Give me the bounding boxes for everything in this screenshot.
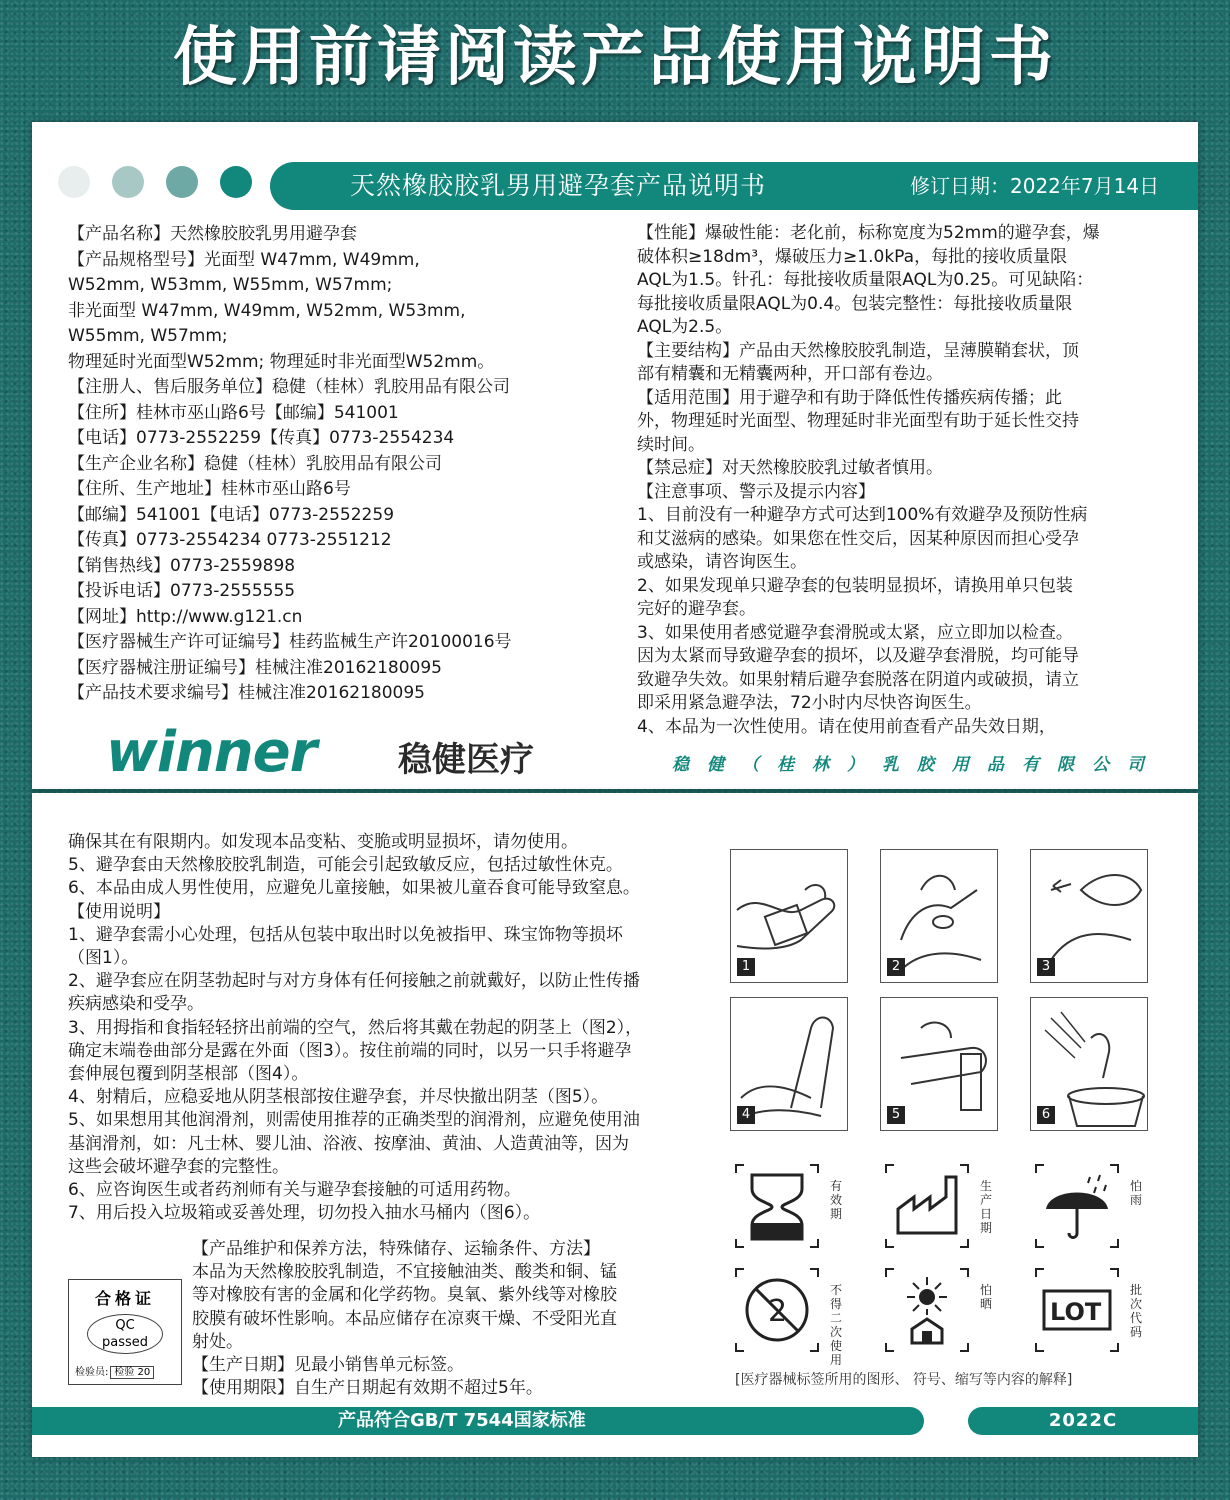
logo-wordmark: winner — [106, 720, 317, 785]
dot-4 — [220, 166, 252, 198]
lot-icon — [1034, 1267, 1120, 1353]
info-line: 【医疗器械生产许可证编号】桂药监械生产许20100016号 — [68, 632, 512, 652]
spec-line: 或感染，请咨询医生。 — [637, 552, 807, 572]
dot-3 — [166, 166, 198, 198]
symbol-mfg-date-label: 生产日期 — [980, 1179, 993, 1235]
header-bar — [270, 162, 1198, 210]
spec-line: 【性能】爆破性能：老化前，标称宽度为52mm的避孕套，爆 — [637, 223, 1100, 243]
dot-1 — [58, 166, 90, 198]
maintenance-line: 等对橡胶有害的金属和化学药物。臭氧、紫外线等对橡胶 — [192, 1285, 617, 1306]
info-line: 【产品技术要求编号】桂械注准20162180095 — [68, 683, 425, 703]
instruction-line: 3、用拇指和食指轻轻挤出前端的空气，然后将其戴在勃起的阴茎上（图2）， — [68, 1017, 643, 1038]
figure-5 — [880, 997, 998, 1131]
instruction-line: 2、避孕套应在阴茎勃起时与对方身体有任何接触之前就戴好，以防止性传播 — [68, 971, 640, 992]
instructions-column — [68, 831, 728, 1225]
instruction-line: 4、射精后，应稳妥地从阴茎根部按住避孕套，并尽快撤出阴茎（图5）。 — [68, 1087, 609, 1108]
spec-line: 4、本品为一次性使用。请在使用前查看产品失效日期， — [637, 716, 1056, 737]
qc-inspector-value: 检验 20 — [110, 1366, 154, 1379]
qc-stamp-bottom: passed — [101, 1335, 148, 1350]
qc-stamp — [87, 1314, 163, 1354]
factory-icon — [884, 1163, 970, 1249]
sun-shade-icon — [884, 1267, 970, 1353]
info-line: 【网址】http://www.g121.cn — [68, 606, 303, 627]
qc-inspector — [75, 1363, 154, 1378]
info-line: 【产品规格型号】光面型 W47mm, W49mm, — [68, 249, 420, 270]
instruction-line: 确定末端卷曲部分是露在外面（图3）。按住前端的同时，以另一只手将避孕 — [68, 1040, 632, 1061]
maintenance-line: 胶膜有破坏性影响。本品应储存在凉爽干燥、不受阳光直 — [192, 1308, 617, 1329]
symbols-caption: [医疗器械标签所用的图形、 符号、缩写等内容的解释] — [735, 1372, 1073, 1388]
instruction-line: 6、应咨询医生或者药剂师有关与避孕套接触的可适用药物。 — [68, 1180, 521, 1201]
spec-line: AQL为1.5。针孔：每批接收质量限AQL为0.25。可见缺陷： — [637, 270, 1094, 290]
info-line: W55mm, W57mm; — [68, 326, 228, 346]
symbol-keep-sun — [884, 1267, 1002, 1357]
info-line: 【电话】0773-2552259【传真】0773-2554234 — [68, 428, 455, 448]
figure-4 — [730, 997, 848, 1131]
instruction-line: 1、避孕套需小心处理，包括从包装中取出时以免被指甲、珠宝饰物等损坏 — [68, 924, 623, 945]
instruction-line: 【使用说明】 — [68, 901, 170, 922]
info-line: 【投诉电话】0773-2555555 — [68, 581, 296, 601]
symbol-keep-dry — [1034, 1163, 1152, 1253]
symbol-expiry-label: 有效期 — [830, 1179, 843, 1221]
spec-line: 【适用范围】用于避孕和有助于降低性传播疾病传播；此 — [637, 387, 1062, 408]
revision-date: 修订日期：2022年7月14日 — [910, 174, 1160, 198]
spec-line: 即采用紧急避孕法，72小时内尽快咨询医生。 — [637, 693, 982, 713]
qc-inspector-label: 检验员: — [75, 1367, 109, 1378]
spec-line: 和艾滋病的感染。如果您在性交后，因某种原因而担心受孕 — [637, 528, 1079, 549]
info-line: 【销售热线】0773-2559898 — [68, 555, 296, 576]
instruction-line: 确保其在有限期内。如发现本品变粘、变脆或明显损坏，请勿使用。 — [68, 832, 578, 852]
spec-line: 因为太紧而导致避孕套的损坏，以及避孕套滑脱，均可能导 — [637, 646, 1079, 666]
spec-line: 部有精囊和无精囊两种，开口部有卷边。 — [637, 364, 943, 384]
info-line: 【邮编】541001【电话】0773-2552259 — [68, 504, 395, 525]
instruction-line: 6、本品由成人男性使用，应避免儿童接触，如果被儿童吞食可能导致窒息。 — [68, 878, 640, 899]
spec-line: 每批接收质量限AQL为0.4。包装完整性：每批接收质量限 — [637, 293, 1073, 314]
right-info-column — [637, 222, 1177, 739]
left-info-column — [68, 222, 628, 707]
qc-title: 合格证 — [94, 1289, 155, 1308]
instruction-line: （图1）。 — [68, 948, 139, 969]
maintenance-line: 【产品维护和保养方法，特殊储存、运输条件、方法】 — [192, 1239, 600, 1259]
symbol-expiry — [734, 1163, 852, 1253]
spec-line: 【注意事项、警示及提示内容】 — [637, 481, 875, 502]
info-line: 【生产企业名称】稳健（桂林）乳胶用品有限公司 — [68, 453, 442, 474]
spec-line: 【主要结构】产品由天然橡胶胶乳制造，呈薄膜鞘套状，顶 — [637, 340, 1079, 361]
maintenance-line: 射处。 — [192, 1331, 243, 1352]
maintenance-line: 本品为天然橡胶胶乳制造，不宜接触油类、酸类和铜、锰 — [192, 1262, 617, 1283]
maintenance-line: 【使用期限】自生产日期起有效期不超过5年。 — [192, 1378, 543, 1399]
batch-code-bar: 2022C — [968, 1407, 1198, 1435]
info-line: 【传真】0773-2554234 0773-2551212 — [68, 530, 392, 550]
symbol-lot-label: 批次代码 — [1130, 1283, 1143, 1339]
manual-top-panel — [32, 122, 1198, 789]
umbrella-icon — [1034, 1163, 1120, 1249]
figure-number: 6 — [1037, 1106, 1055, 1124]
info-line: 物理延时光面型W52mm; 物理延时非光面型W52mm。 — [68, 351, 495, 372]
spec-line: AQL为2.5。 — [637, 317, 733, 337]
instruction-line: 5、如果想用其他润滑剂，则需使用推荐的正确类型的润滑剂，应避免使用油 — [68, 1110, 640, 1131]
symbol-no-reuse-label: 不得二次使用 — [830, 1283, 843, 1367]
manual-bottom-panel — [32, 793, 1198, 1457]
instruction-line: 基润滑剂，如：凡士林、婴儿油、浴液、按摩油、黄油、人造黄油等，因为 — [68, 1133, 629, 1154]
no-reuse-icon — [734, 1267, 820, 1353]
qc-stamp-top: QC — [115, 1318, 135, 1333]
figure-number: 3 — [1037, 958, 1055, 976]
spec-line: 破体积≥18dm³，爆破压力≥1.0kPa，每批的接收质量限 — [637, 246, 1068, 267]
lot-symbol-text: LOT — [1050, 1298, 1102, 1326]
hourglass-icon — [734, 1163, 820, 1249]
spec-line: 续时间。 — [637, 434, 705, 455]
symbol-lot — [1034, 1267, 1152, 1357]
instruction-line: 5、避孕套由天然橡胶胶乳制造，可能会引起致敏反应，包括过敏性休克。 — [68, 855, 623, 876]
info-line: 【产品名称】天然橡胶胶乳男用避孕套 — [68, 224, 357, 244]
instruction-line: 7、用后投入垃圾箱或妥善处理，切勿投入抽水马桶内（图6）。 — [68, 1203, 541, 1224]
maintenance-column — [192, 1238, 722, 1400]
figure-3 — [1030, 849, 1148, 983]
banner-title: 使用前请阅读产品使用说明书 — [173, 21, 1057, 95]
symbol-mfg-date — [884, 1163, 1002, 1253]
figure-number: 4 — [737, 1106, 755, 1124]
winner-logo — [106, 720, 534, 785]
symbol-keep-dry-label: 怕雨 — [1130, 1179, 1143, 1207]
spec-line: 【禁忌症】对天然橡胶胶乳过敏者慎用。 — [637, 458, 943, 478]
figure-number: 2 — [887, 958, 905, 976]
symbol-keep-sun-label: 怕晒 — [980, 1283, 993, 1311]
info-line: 【住所、生产地址】桂林市巫山路6号 — [68, 479, 351, 499]
info-line: W52mm, W53mm, W55mm, W57mm; — [68, 275, 393, 295]
logo-chinese: 稳健医疗 — [398, 740, 534, 780]
maintenance-line: 【生产日期】见最小销售单元标签。 — [192, 1355, 464, 1376]
figure-number: 5 — [887, 1106, 905, 1124]
info-line: 【住所】桂林市巫山路6号【邮编】541001 — [68, 402, 399, 423]
info-line: 非光面型 W47mm, W49mm, W52mm, W53mm, — [68, 300, 466, 321]
standard-bar: 产品符合GB/T 7544国家标准 — [32, 1407, 924, 1435]
figure-number: 1 — [737, 958, 755, 976]
symbol-no-reuse — [734, 1267, 852, 1367]
spec-line: 3、如果使用者感觉避孕套滑脱或太紧，应立即加以检查。 — [637, 622, 1073, 643]
manual-title: 天然橡胶胶乳男用避孕套产品说明书 — [350, 171, 767, 200]
spec-line: 2、如果发现单只避孕套的包装明显损坏，请换用单只包装 — [637, 575, 1073, 596]
spec-line: 致避孕失效。如果射精后避孕套脱落在阴道内或破损，请立 — [637, 669, 1079, 690]
spec-line: 完好的避孕套。 — [637, 599, 756, 619]
qc-certificate — [68, 1279, 182, 1385]
instruction-line: 套伸展包覆到阴茎根部（图4）。 — [68, 1064, 309, 1085]
dot-2 — [112, 166, 144, 198]
spec-line: 外，物理延时光面型、物理延时非光面型有助于延长性交持 — [637, 411, 1079, 431]
spec-line: 1、目前没有一种避孕方式可达到100%有效避孕及预防性病 — [637, 505, 1088, 525]
figure-6 — [1030, 997, 1148, 1131]
info-line: 【医疗器械注册证编号】桂械注准20162180095 — [68, 657, 442, 678]
figure-2 — [880, 849, 998, 983]
instruction-line: 这些会破坏避孕套的完整性。 — [68, 1156, 289, 1177]
company-signature: 稳健（桂林）乳胶用品有限公司 — [672, 755, 1162, 775]
svg-text:2: 2 — [768, 1294, 788, 1329]
info-line: 【注册人、售后服务单位】稳健（桂林）乳胶用品有限公司 — [68, 377, 510, 397]
figure-1 — [730, 849, 848, 983]
instruction-line: 疾病感染和受孕。 — [68, 994, 204, 1015]
